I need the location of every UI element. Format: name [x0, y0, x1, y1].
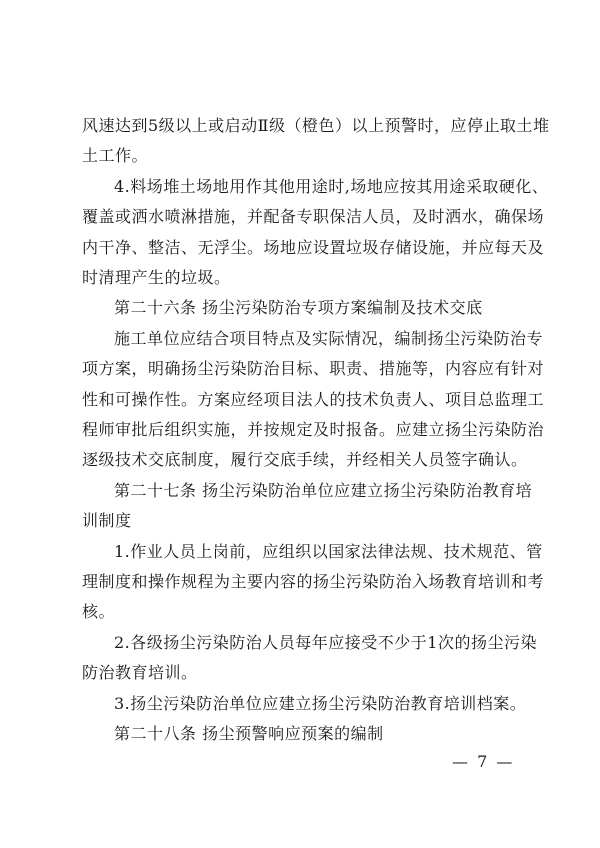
text-line-9: 项方案，明确扬尘污染防治目标、职责、措施等，内容应有针对 — [82, 359, 545, 378]
text-line-18: 2.各级扬尘污染防治人员每年应接受不少于1次的扬尘污染 — [114, 633, 537, 652]
text-line-4: 覆盖或洒水喷淋措施，并配备专职保洁人员，及时洒水，确保场 — [82, 207, 545, 226]
article-heading-26: 第二十六条 扬尘污染防治专项方案编制及技术交底 — [114, 298, 483, 317]
article-heading-28: 第二十八条 扬尘预警响应预案的编制 — [114, 724, 384, 743]
text-line-16: 理制度和操作规程为主要内容的扬尘污染防治入场教育培训和考 — [82, 572, 545, 591]
text-line-3: 4.料场堆土场地用作其他用途时,场地应按其用途采取硬化、 — [114, 177, 549, 196]
text-line-20: 3.扬尘污染防治单位应建立扬尘污染防治教育培训档案。 — [114, 694, 527, 713]
text-line-15: 1.作业人员上岗前，应组织以国家法律法规、技术规范、管 — [114, 542, 543, 561]
text-line-12: 逐级技术交底制度，履行交底手续，并经相关人员签字确认。 — [82, 450, 528, 469]
text-line-17: 核。 — [82, 602, 116, 621]
article-heading-27: 第二十七条 扬尘污染防治单位应建立扬尘污染防治教育培 — [114, 481, 533, 500]
page-number: — 7 — — [452, 752, 515, 771]
text-line-10: 性和可操作性。方案应经项目法人的技术负责人、项目总监理工 — [82, 390, 545, 409]
text-line-14: 训制度 — [82, 511, 132, 530]
text-line-1: 风速达到5级以上或启动Ⅱ级（橙色）以上预警时，应停止取土堆 — [82, 116, 550, 135]
text-line-8: 施工单位应结合项目特点及实际情况，编制扬尘污染防治专 — [114, 329, 544, 348]
text-line-19: 防治教育培训。 — [82, 663, 198, 682]
text-line-5: 内干净、整洁、无浮尘。场地应设置垃圾存储设施，并应每天及 — [82, 238, 545, 257]
text-line-2: 土工作。 — [82, 146, 149, 165]
text-line-11: 程师审批后组织实施，并按规定及时报备。应建立扬尘污染防治 — [82, 420, 545, 439]
text-line-6: 时清理产生的垃圾。 — [82, 268, 231, 287]
